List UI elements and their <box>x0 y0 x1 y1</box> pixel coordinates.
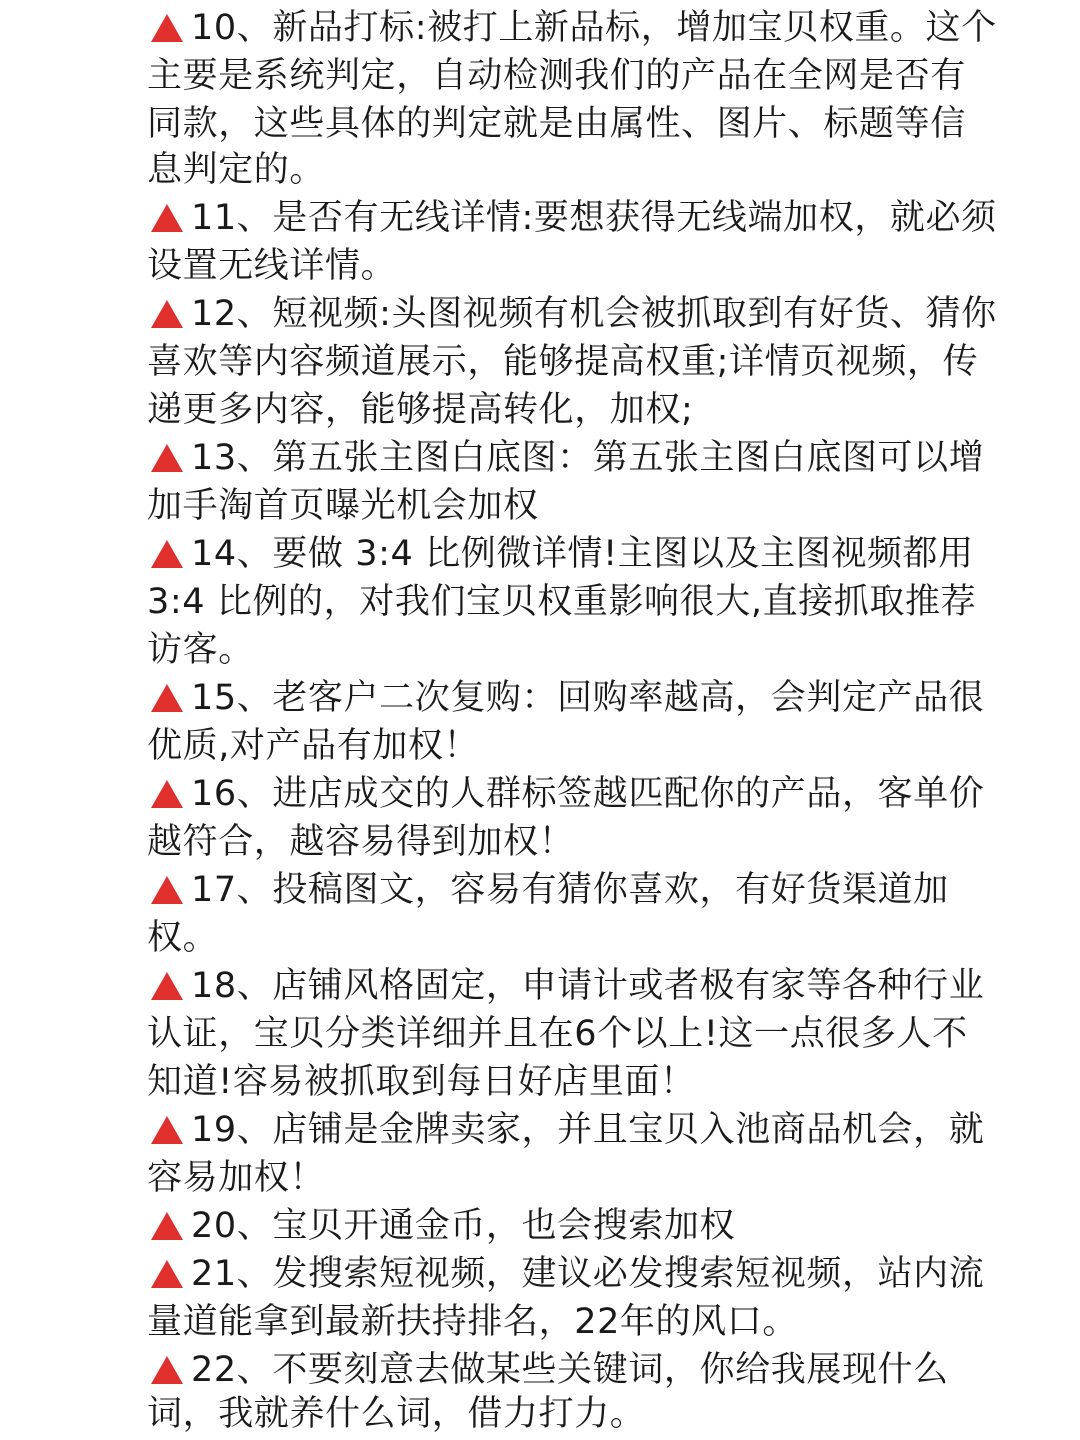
item-19-line-1: 19、店铺是金牌卖家，并且宝贝入池商品机会，就 <box>147 1106 984 1154</box>
item-22-line-1: 22、不要刻意去做某些关键词，你给我展现什么 <box>147 1346 949 1394</box>
item-10-line-4: 息判定的。 <box>147 150 326 190</box>
item-16-line-2: 越符合，越容易得到加权！ <box>147 822 575 862</box>
item-11-line-2: 设置无线详情。 <box>147 246 397 286</box>
item-11-line-1: 11、是否有无线详情:要想获得无线端加权，就必须 <box>147 194 997 242</box>
item-16-line-1: 16、进店成交的人群标签越匹配你的产品，客单价 <box>147 770 984 818</box>
red-triangle-icon <box>151 1116 183 1144</box>
item-21-line-1: 21、发搜索短视频，建议必发搜索短视频，站内流 <box>147 1250 984 1298</box>
item-12-line-2: 喜欢等内容频道展示，能够提高权重;详情页视频，传 <box>147 342 979 382</box>
red-triangle-icon <box>151 444 183 472</box>
item-20-line-1: 20、宝贝开通金币，也会搜索加权 <box>147 1202 735 1250</box>
red-triangle-icon <box>151 1260 183 1288</box>
item-14-line-2: 3:4 比例的，对我们宝贝权重影响很大,直接抓取推荐 <box>147 582 977 622</box>
red-triangle-icon <box>151 204 183 232</box>
item-13-line-1: 13、第五张主图白底图：第五张主图白底图可以增 <box>147 434 984 482</box>
item-18-line-2: 认证，宝贝分类详细并且在6个以上!这一点很多人不 <box>147 1014 968 1054</box>
item-21-line-2: 量道能拿到最新扶持排名，22年的风口。 <box>147 1302 798 1342</box>
red-triangle-icon <box>151 684 183 712</box>
red-triangle-icon <box>151 300 183 328</box>
red-triangle-icon <box>151 1356 183 1384</box>
red-triangle-icon <box>151 876 183 904</box>
item-18-line-1: 18、店铺风格固定，申请计或者极有家等各种行业 <box>147 962 984 1010</box>
item-10-line-3: 同款，这些具体的判定就是由属性、图片、标题等信 <box>147 104 966 144</box>
item-22-line-2: 词，我就养什么词，借力打力。 <box>147 1394 646 1434</box>
item-14-line-3: 访客。 <box>147 630 254 670</box>
red-triangle-icon <box>151 14 183 42</box>
item-10-line-2: 主要是系统判定，自动检测我们的产品在全网是否有 <box>147 56 966 96</box>
red-triangle-icon <box>151 540 183 568</box>
red-triangle-icon <box>151 972 183 1000</box>
item-17-line-1: 17、投稿图文，容易有猜你喜欢，有好货渠道加 <box>147 866 949 914</box>
item-18-line-3: 知道!容易被抓取到每日好店里面！ <box>147 1062 696 1102</box>
item-15-line-1: 15、老客户二次复购：回购率越高，会判定产品很 <box>147 674 984 722</box>
item-12-line-1: 12、短视频:头图视频有机会被抓取到有好货、猜你 <box>147 290 997 338</box>
item-14-line-1: 14、要做 3:4 比例微详情!主图以及主图视频都用 <box>147 530 974 578</box>
item-15-line-2: 优质,对产品有加权！ <box>147 726 480 766</box>
red-triangle-icon <box>151 1212 183 1240</box>
item-13-line-2: 加手淘首页曝光机会加权 <box>147 486 539 526</box>
item-17-line-2: 权。 <box>147 918 219 958</box>
item-10-line-1: 10、新品打标:被打上新品标，增加宝贝权重。这个 <box>147 4 997 52</box>
item-12-line-3: 递更多内容，能够提高转化，加权; <box>147 390 694 430</box>
item-19-line-2: 容易加权！ <box>147 1158 326 1198</box>
red-triangle-icon <box>151 780 183 808</box>
